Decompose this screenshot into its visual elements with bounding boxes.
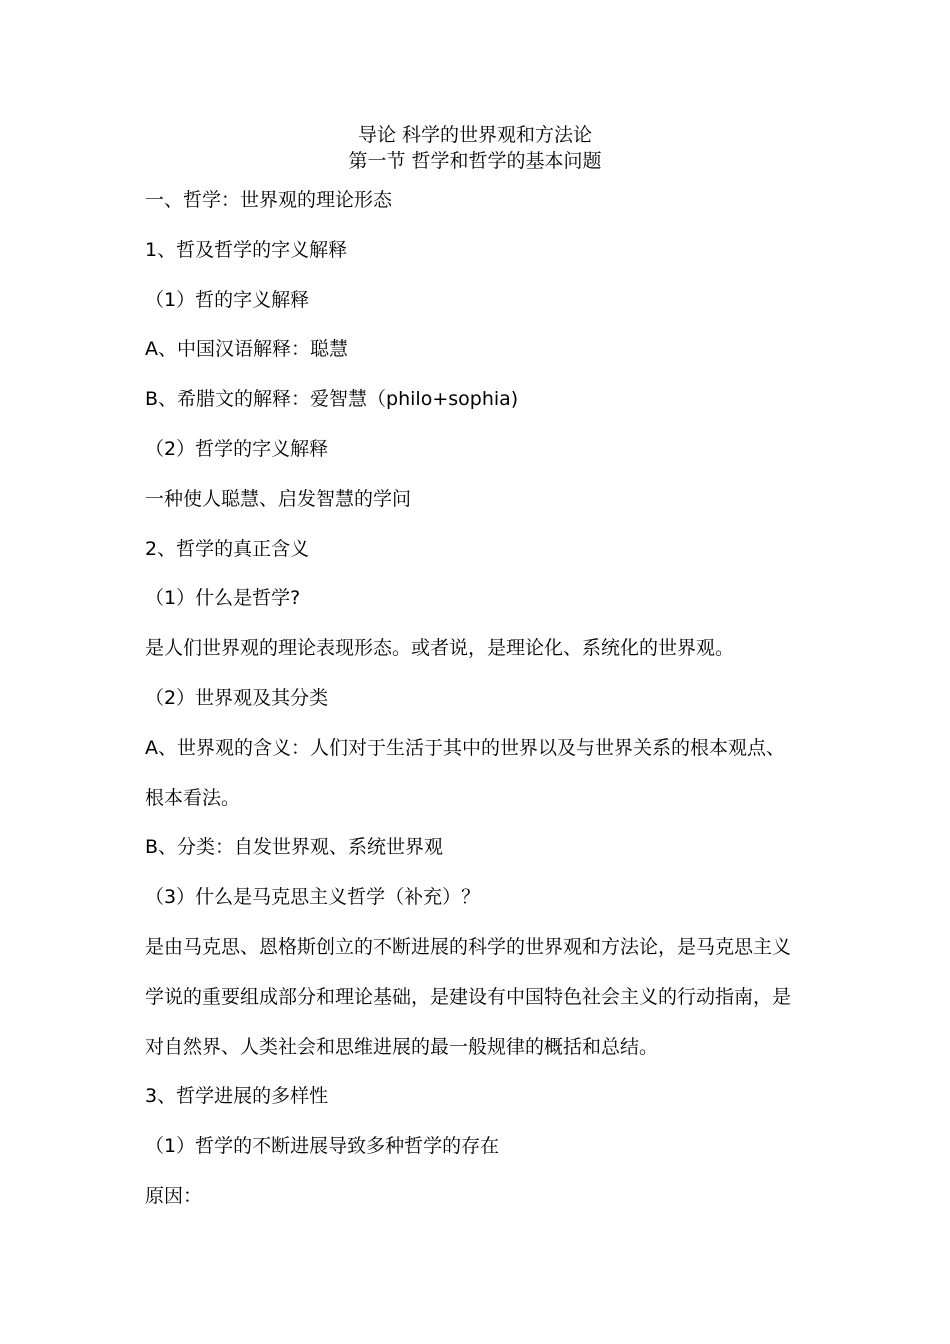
paragraph-worldview-meaning: A、世界观的含义：人们对于生活于其中的世界以及与世界关系的根本观点、 [145,737,785,759]
heading-philosophy-worldview: 一、哲学：世界观的理论形态 [145,189,393,211]
paragraph-worldview-meaning-continued: 根本看法。 [145,787,241,809]
subheading-many-philosophies: （1）哲学的不断进展导致多种哲学的存在 [145,1135,500,1157]
paragraph-marxist-definition-line2: 学说的重要组成部分和理论基础，是建设有中国特色社会主义的行动指南，是 [145,986,792,1008]
subheading-marxist-philosophy: （3）什么是马克思主义哲学（补充）？ [145,886,481,908]
paragraph-worldview-classification: B、分类：自发世界观、系统世界观 [145,836,444,858]
heading-word-meaning: 1、哲及哲学的字义解释 [145,239,348,261]
subheading-what-is-philosophy: （1）什么是哲学? [145,587,301,609]
paragraph-reason: 原因： [145,1185,203,1207]
paragraph-philosophy-definition: 是人们世界观的理论表现形态。或者说，是理论化、系统化的世界观。 [145,637,735,659]
paragraph-chinese-meaning: A、中国汉语解释：聪慧 [145,338,348,360]
subheading-philosophy-meaning: （2）哲学的字义解释 [145,438,329,460]
paragraph-wisdom-study: 一种使人聪慧、启发智慧的学问 [145,488,412,510]
subheading-zhe-meaning: （1）哲的字义解释 [145,289,310,311]
paragraph-marxist-definition-line3: 对自然界、人类社会和思维进展的最一般规律的概括和总结。 [145,1036,659,1058]
paragraph-marxist-definition-line1: 是由马克思、恩格斯创立的不断进展的科学的世界观和方法论，是马克思主义 [145,936,792,958]
heading-diversity: 3、哲学进展的多样性 [145,1085,329,1107]
subheading-worldview-types: （2）世界观及其分类 [145,687,329,709]
paragraph-greek-meaning: B、希腊文的解释：爱智慧（philo+sophia) [145,388,519,410]
document-title: 导论 科学的世界观和方法论 [357,124,593,146]
heading-true-meaning: 2、哲学的真正含义 [145,538,310,560]
section-title: 第一节 哲学和哲学的基本问题 [348,150,602,172]
